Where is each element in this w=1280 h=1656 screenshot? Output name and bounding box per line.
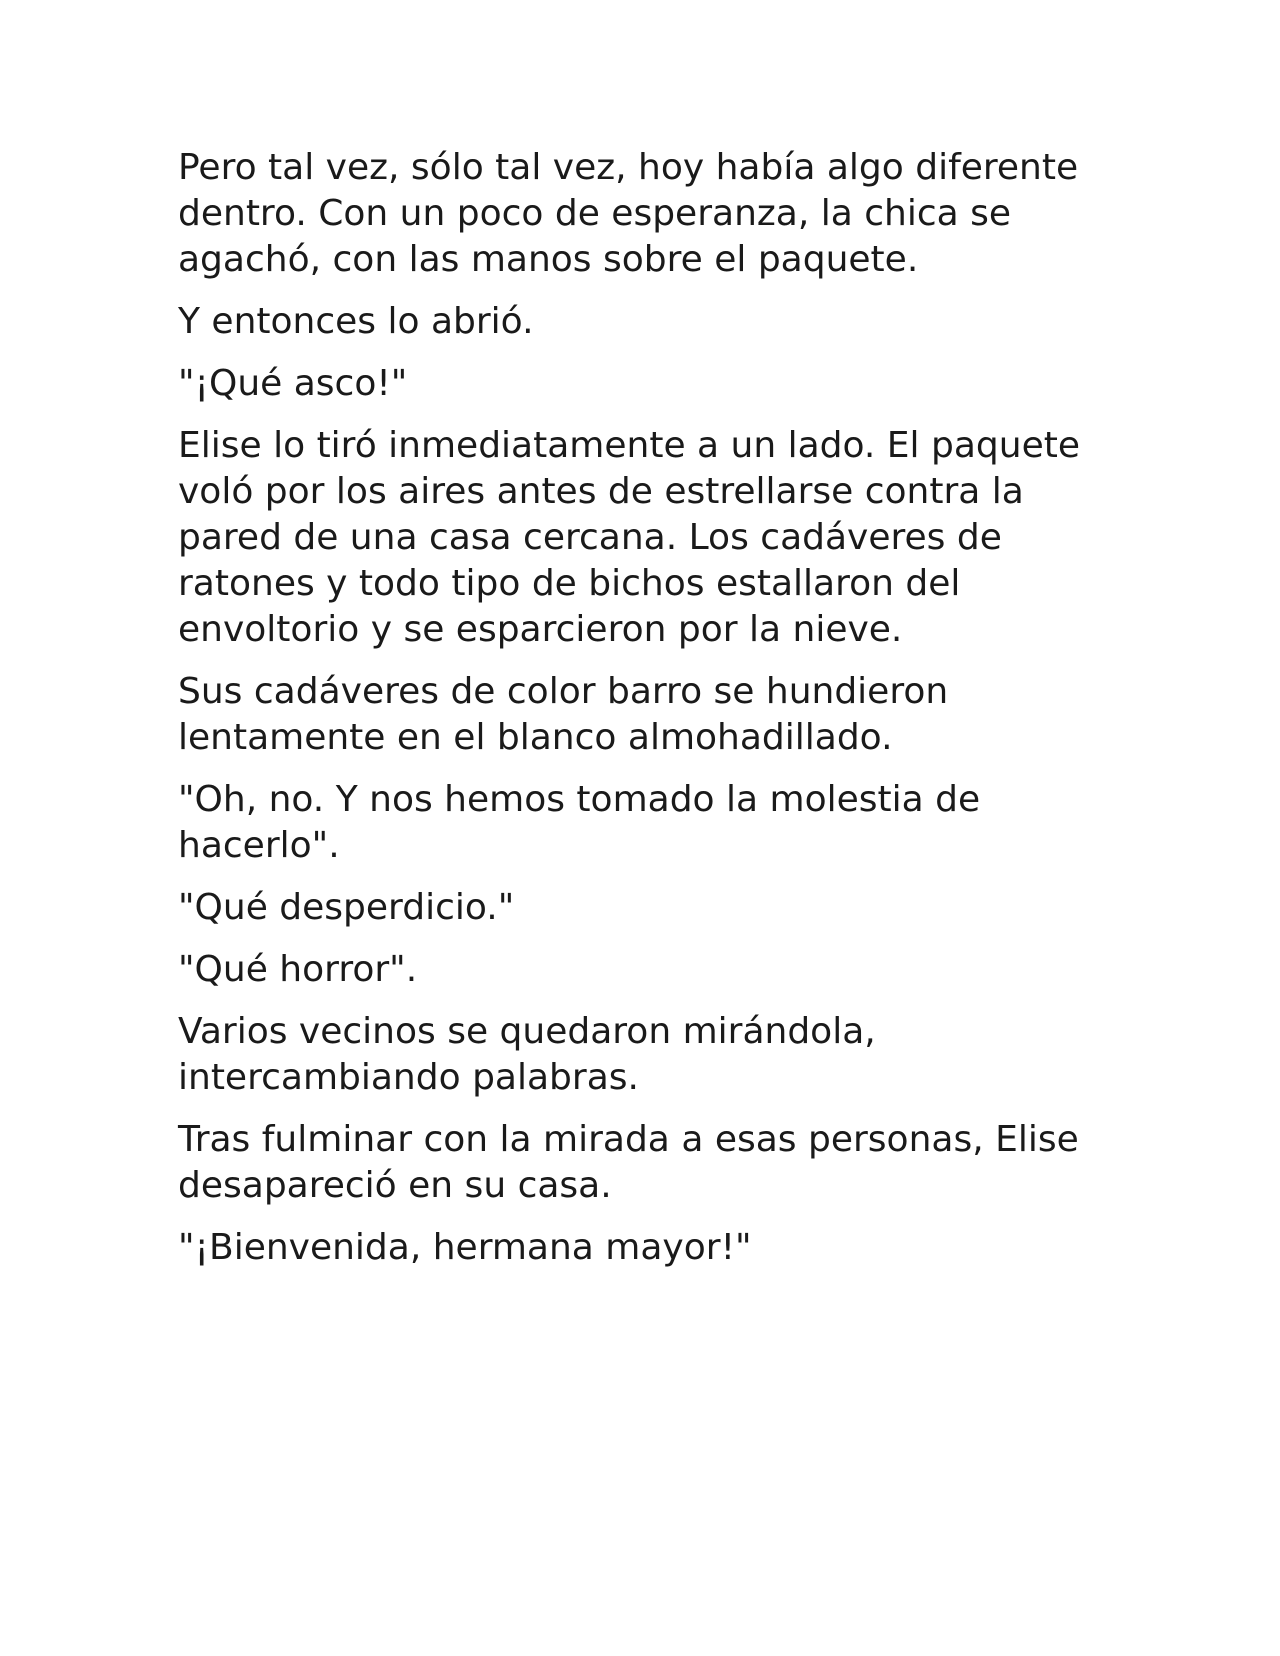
paragraph: Tras fulminar con la mirada a esas personas, Elise desapareció en su casa. bbox=[178, 1119, 1079, 1206]
paragraph: "Qué horror". bbox=[178, 949, 418, 990]
paragraph: "¡Qué asco!" bbox=[178, 363, 408, 404]
paragraph: Y entonces lo abrió. bbox=[178, 301, 534, 342]
paragraph: Elise lo tiró inmediatamente a un lado. El paquete voló por los aires antes de estrellarse contra la pared de una casa cercana. Los cadáveres de ratones y todo tipo de bichos estallaron del envoltorio y se esparcieron por la nieve. bbox=[178, 425, 1080, 650]
story-text bbox=[178, 145, 1098, 1287]
paragraph: Pero tal vez, sólo tal vez, hoy había algo diferente dentro. Con un poco de esperanza, la chica se agachó, con las manos sobre el paquete. bbox=[178, 147, 1079, 280]
paragraph: "Qué desperdicio." bbox=[178, 887, 515, 928]
paragraph: "Oh, no. Y nos hemos tomado la molestia de hacerlo". bbox=[178, 779, 981, 866]
paragraph: Sus cadáveres de color barro se hundieron lentamente en el blanco almohadillado. bbox=[178, 671, 949, 758]
paragraph: "¡Bienvenida, hermana mayor!" bbox=[178, 1227, 752, 1268]
paragraph: Varios vecinos se quedaron mirándola, intercambiando palabras. bbox=[178, 1011, 876, 1098]
